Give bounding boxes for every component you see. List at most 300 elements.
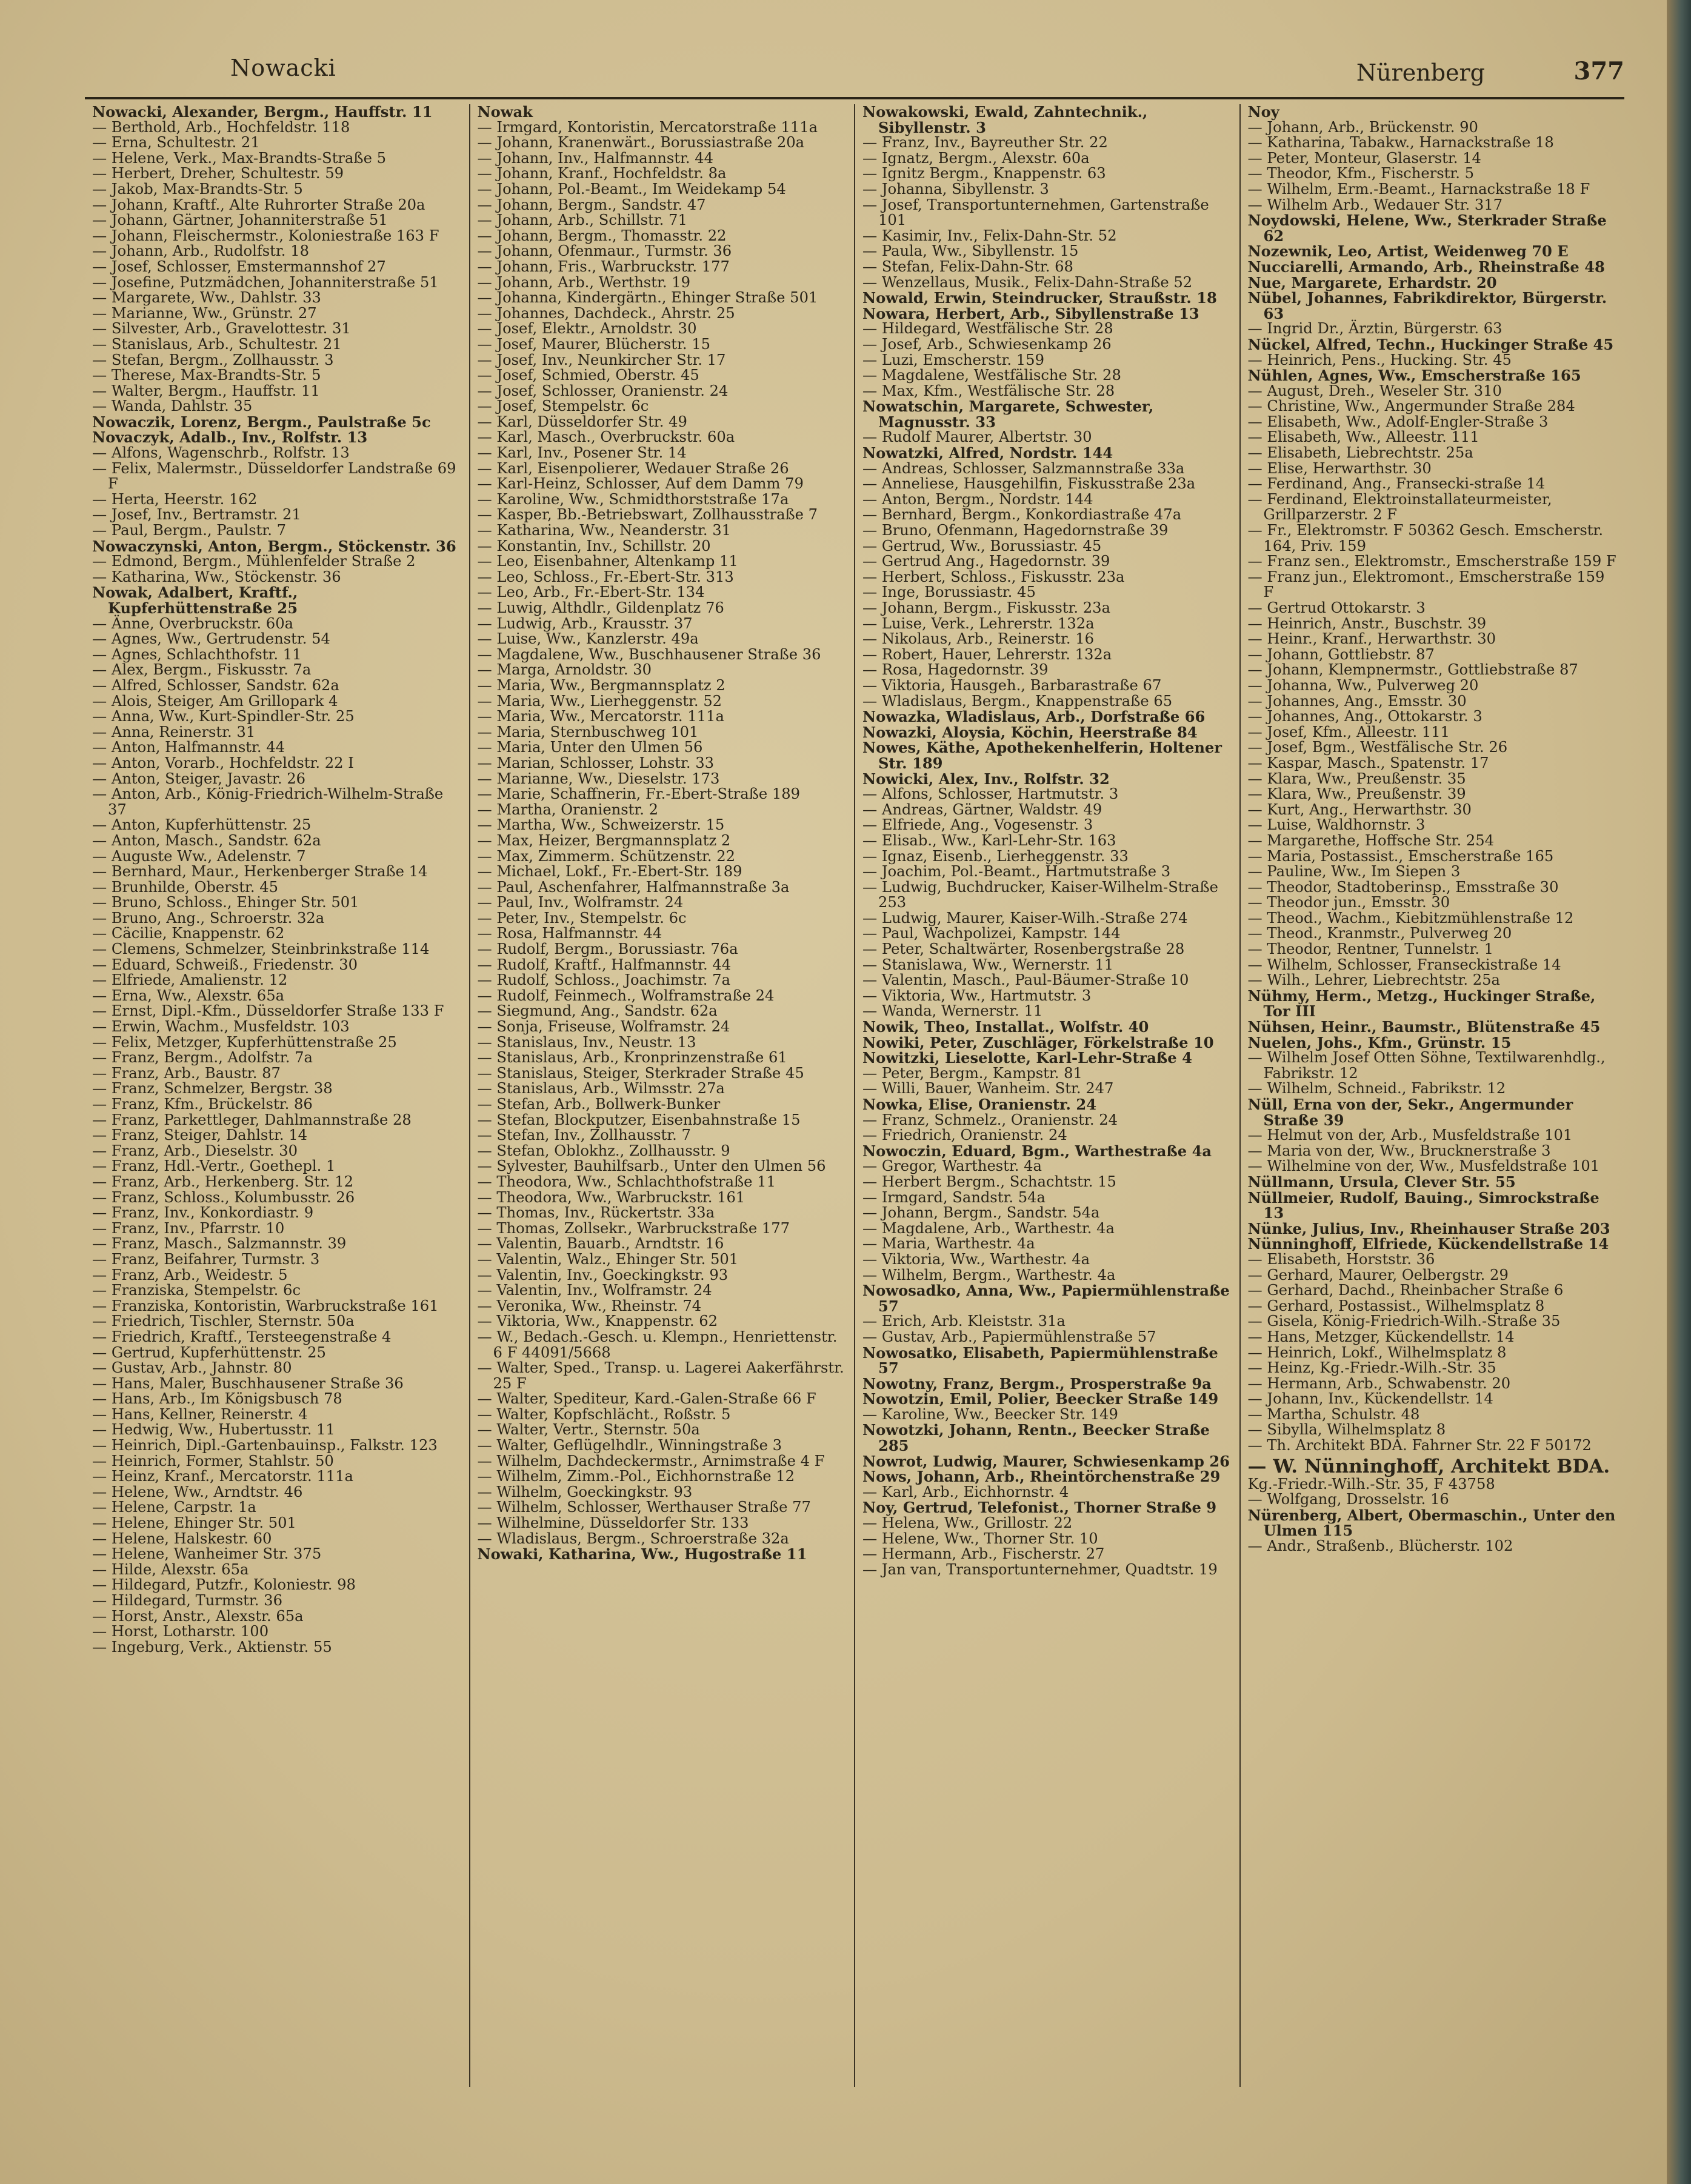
directory-entry: — Heinrich, Former, Stahlstr. 50 [92,1452,334,1470]
directory-entry: — Theodor jun., Emsstr. 30 [1247,894,1450,911]
directory-entry: — Franz, Schloss., Kolumbusstr. 26 [92,1188,355,1206]
directory-entry: — Stefan, Blockputzer, Eisenbahnstraße 15 [477,1111,801,1128]
directory-entry: — Helene, Carpstr. 1a [92,1499,256,1516]
directory-entry: — Bernhard, Bergm., Konkordiastraße 47a [862,506,1182,524]
directory-surname-entry: Nucciarelli, Armando, Arb., Rheinstraße 48 [1247,258,1605,276]
directory-entry: — Johanna, Ww., Pulverweg 20 [1247,676,1479,694]
directory-entry: — Gerhard, Maurer, Oelbergstr. 29 [1247,1266,1509,1283]
directory-entry: — Silvester, Arb., Gravelottestr. 31 [92,320,351,338]
directory-surname-entry: Nowald, Erwin, Steindrucker, Straußstr. 18 [862,289,1217,307]
directory-surname-entry: Nowrot, Ludwig, Maurer, Schwiesenkamp 26 [862,1452,1230,1470]
directory-entry: — Helene, Halskestr. 60 [92,1530,272,1547]
directory-entry: — Paul, Bergm., Paulstr. 7 [92,522,287,539]
directory-surname-entry: Nückel, Alfred, Techn., Huckinger Straße 45 [1247,335,1614,353]
directory-entry: — Hildegard, Turmstr. 36 [92,1592,282,1609]
directory-entry: — Therese, Max-Brandts-Str. 5 [92,367,321,384]
header-left-keyword: Nowacki [230,55,336,81]
directory-entry: — Walter, Spediteur, Kard.-Galen-Straße 66 F [477,1390,816,1408]
directory-entry: — Hans, Arb., Im Königsbusch 78 [92,1390,342,1408]
directory-entry: — Bruno, Schloss., Ehinger Str. 501 [92,894,359,911]
directory-entry: — Marie, Schaffnerin, Fr.-Ebert-Straße 189 [477,785,801,803]
directory-entry: — Eduard, Schweiß., Friedenstr. 30 [92,956,358,973]
directory-entry: — Max, Kfm., Westfälische Str. 28 [862,382,1115,399]
directory-entry: — Stanislaus, Steiger, Sterkrader Straße 45 [477,1064,804,1082]
directory-entry: — Katharina, Ww., Neanderstr. 31 [477,522,732,539]
directory-entry: — Clemens, Schmelzer, Steinbrinkstraße 114 [92,941,430,958]
directory-entry: — Wilhelm, Dachdeckermstr., Arnimstraße 4 F [477,1452,825,1470]
directory-surname-entry: Nowatzki, Alfred, Nordstr. 144 [862,444,1113,462]
directory-entry: — Viktoria, Ww., Warthestr. 4a [862,1250,1090,1268]
directory-entry: — Berthold, Arb., Hochfeldstr. 118 [92,118,350,136]
directory-entry: — Valentin, Inv., Wolframstr. 24 [477,1282,712,1299]
directory-entry: — Josef, Inv., Bertramstr. 21 [92,506,301,524]
directory-entry: — Franz, Masch., Salzmannstr. 39 [92,1235,347,1253]
directory-entry: — Bruno, Ang., Schroerstr. 32a [92,909,325,927]
directory-entry: — Irmgard, Sandstr. 54a [862,1188,1046,1206]
directory-entry: — Rudolf, Kraftf., Halfmannstr. 44 [477,956,732,973]
directory-entry: — Josef, Transportunternehmen, Gartenstraße 101 [862,196,1209,229]
directory-entry: — Hermann, Arb., Fischerstr. 27 [862,1545,1105,1563]
directory-entry: — Stanislaus, Arb., Kronprinzenstraße 61 [477,1049,787,1067]
directory-entry: — Josef, Schmied, Oberstr. 45 [477,367,699,384]
directory-entry: — Karoline, Ww., Schmidthorststraße 17a [477,490,789,508]
directory-entry: — Johann, Fris., Warbruckstr. 177 [477,258,730,275]
directory-entry: — Alfred, Schlosser, Sandstr. 62a [92,676,339,694]
directory-entry: — Viktoria, Ww., Knappenstr. 62 [477,1313,718,1330]
directory-entry: — Erna, Ww., Alexstr. 65a [92,987,284,1004]
directory-entry: — Wladislaus, Bergm., Schroerstraße 32a [477,1530,789,1547]
directory-entry: — Walter, Vertr., Sternstr. 50a [477,1421,700,1439]
directory-entry: — Wilhelm, Erm.-Beamt., Harnackstraße 18 F [1247,180,1590,198]
directory-entry: — Rudolf, Feinmech., Wolframstraße 24 [477,987,775,1004]
directory-entry: — Theodor, Stadtoberinsp., Emsstraße 30 [1247,878,1559,896]
directory-surname-entry: Noy [1247,104,1279,121]
directory-entry: — Anton, Vorarb., Hochfeldstr. 22 I [92,754,354,771]
directory-entry: — Wilhelmine, Düsseldorfer Str. 133 [477,1514,749,1532]
directory-column-1 [85,104,470,2087]
directory-column-4 [1241,104,1625,2087]
directory-entry: — Maria, Unter den Ulmen 56 [477,739,703,756]
directory-entry: — Helene, Ww., Thorner Str. 10 [862,1530,1098,1547]
directory-entry: — Franz, Arb., Baustr. 87 [92,1064,281,1082]
directory-entry: — Martha, Oranienstr. 2 [477,801,659,818]
directory-entry: — Walter, Bergm., Hauffstr. 11 [92,382,320,399]
directory-entry: — Martha, Ww., Schweizerstr. 15 [477,816,725,834]
directory-entry: — Elfriede, Ang., Vogesenstr. 3 [862,816,1093,834]
directory-entry: — Helene, Verk., Max-Brandts-Straße 5 [92,149,386,167]
directory-entry: — Siegmund, Ang., Sandstr. 62a [477,1002,718,1020]
directory-surname-entry: Nowak [477,104,533,121]
directory-entry: — Franz sen., Elektromstr., Emscherstraße 159 F [1247,553,1616,570]
directory-entry: — Franz jun., Elektromont., Emscherstraße 159 F [1247,568,1605,601]
directory-entry: — Alois, Steiger, Am Grillopark 4 [92,692,338,710]
directory-entry: — Paula, Ww., Sibyllenstr. 15 [862,242,1079,260]
directory-entry: — Bruno, Ofenmann, Hagedornstraße 39 [862,522,1169,539]
directory-surname-entry: Nowaki, Katharina, Ww., Hugostraße 11 [477,1545,807,1563]
directory-entry: — Anton, Arb., König-Friedrich-Wilhelm-Straße 37 [92,785,444,818]
directory-entry: — Stefan, Oblokhz., Zollhausstr. 9 [477,1142,730,1159]
book-spine [1667,0,1691,2184]
directory-entry: — Katharina, Tabakw., Harnackstraße 18 [1247,134,1554,151]
directory-entry: — Michael, Lokf., Fr.-Ebert-Str. 189 [477,863,742,881]
directory-entry: — Hedwig, Ww., Hubertusstr. 11 [92,1421,335,1439]
directory-entry: — Kurt, Ang., Herwarthstr. 30 [1247,801,1472,818]
directory-entry: — Viktoria, Ww., Hartmutstr. 3 [862,987,1092,1004]
directory-entry: — Johann, Fleischermstr., Koloniestraße 163 F [92,227,439,244]
directory-entry: — Magdalene, Arb., Warthestr. 4a [862,1219,1115,1237]
directory-surname-entry: Nowik, Theo, Installat., Wolfstr. 40 [862,1018,1149,1036]
directory-entry: — W. Nünninghoff, Architekt BDA. [1247,1455,1610,1477]
directory-entry: — Theodora, Ww., Warbruckstr. 161 [477,1188,745,1206]
directory-entry: — Anna, Ww., Kurt-Spindler-Str. 25 [92,708,355,725]
directory-entry: — Helena, Ww., Grillostr. 22 [862,1514,1073,1532]
directory-entry: — Theodor, Rentner, Tunnelstr. 1 [1247,941,1494,958]
directory-entry: — Herbert, Schloss., Fiskusstr. 23a [862,568,1125,585]
directory-surname-entry: Nowazki, Aloysia, Köchin, Heerstraße 84 [862,723,1198,741]
directory-entry: — Franz, Inv., Konkordiastr. 9 [92,1204,314,1222]
directory-entry: — Valentin, Masch., Paul-Bäumer-Straße 10 [862,971,1189,989]
directory-entry: — Rudolf Maurer, Albertstr. 30 [862,428,1092,446]
directory-entry: — Sonja, Friseuse, Wolframstr. 24 [477,1018,730,1036]
directory-entry: — Wilhelmine von der, Ww., Musfeldstraße 101 [1247,1157,1600,1175]
directory-entry: — Wilhelm Arb., Wedauer Str. 317 [1247,196,1503,213]
directory-entry: — Anneliese, Hausgehilfin, Fiskusstraße 23a [862,475,1196,493]
directory-entry: — Paul, Aschenfahrer, Halfmannstraße 3a [477,878,790,896]
directory-entry: — Heinr., Kranf., Herwarthstr. 30 [1247,630,1496,648]
directory-entry: — Margarete, Ww., Dahlstr. 33 [92,289,321,307]
page-header [85,55,1624,99]
directory-entry: — Stanislaus, Arb., Wilmsstr. 27a [477,1080,725,1097]
directory-entry: — Klara, Ww., Preußenstr. 35 [1247,770,1466,787]
directory-entry: — Max, Zimmerm. Schützenstr. 22 [477,847,736,865]
directory-entry: — Johann, Kranenwärt., Borussiastraße 20a [477,134,805,151]
directory-surname-entry: Nowaczynski, Anton, Bergm., Stöckenstr. 36 [92,537,456,555]
directory-entry: — Johann, Bergm., Sandstr. 47 [477,196,706,213]
directory-surname-entry: Nüllmeier, Rudolf, Bauing., Simrockstraße 13 [1247,1188,1599,1222]
directory-entry: — Erwin, Wachm., Musfeldstr. 103 [92,1018,350,1036]
directory-entry: — Rosa, Halfmannstr. 44 [477,925,662,942]
directory-entry: — Luise, Verk., Lehrerstr. 132a [862,614,1095,632]
directory-entry: — Elisabeth, Ww., Alleestr. 111 [1247,428,1479,446]
directory-entry: — Elisabeth, Ww., Adolf-Engler-Straße 3 [1247,413,1549,430]
directory-entry: — Katharina, Ww., Stöckenstr. 36 [92,568,341,585]
directory-entry: — Josefine, Putzmädchen, Johanniterstraße 51 [92,273,439,291]
directory-entry: — Pauline, Ww., Im Siepen 3 [1247,863,1461,881]
directory-entry: — Felix, Metzger, Kupferhüttenstraße 25 [92,1033,397,1051]
directory-entry: — Hildegard, Putzfr., Koloniestr. 98 [92,1576,356,1594]
directory-entry: — Sibylla, Wilhelmsplatz 8 [1247,1421,1446,1439]
directory-entry: — Stefan, Felix-Dahn-Str. 68 [862,258,1073,275]
directory-entry: — Wladislaus, Bergm., Knappenstraße 65 [862,692,1173,710]
directory-entry: — Gisela, König-Friedrich-Wilh.-Straße 35 [1247,1313,1561,1330]
directory-entry: — Josef, Arb., Schwiesenkamp 26 [862,335,1112,353]
directory-entry: — Franz, Inv., Pfarrstr. 10 [92,1219,285,1237]
header-right-keyword: Nürenberg [1356,59,1485,86]
directory-entry: — Elisabeth, Horststr. 36 [1247,1250,1435,1268]
directory-entry: — Andreas, Gärtner, Waldstr. 49 [862,801,1102,818]
directory-surname-entry: Noydowski, Helene, Ww., Sterkrader Straße 62 [1247,211,1607,245]
directory-entry: — Paul, Wachpolizei, Kampstr. 144 [862,925,1121,942]
directory-entry: — W., Bedach.-Gesch. u. Klempn., Henriettenstr. 6 F 44091/5668 [477,1328,838,1361]
directory-entry: — Franz, Schmelzer, Bergstr. 38 [92,1080,333,1097]
directory-surname-entry: Nünninghoff, Elfriede, Kückendellstraße 14 [1247,1235,1609,1253]
directory-entry: — Nikolaus, Arb., Reinerstr. 16 [862,630,1095,648]
directory-surname-entry: Nowosatko, Elisabeth, Papiermühlenstraße 57 [862,1343,1218,1377]
directory-entry: — Alex, Bergm., Fiskusstr. 7a [92,661,312,679]
directory-entry: — Johann, Arb., Schillstr. 71 [477,211,687,229]
directory-entry: — Gustav, Arb., Papiermühlenstraße 57 [862,1328,1156,1345]
directory-entry: — Ignitz Bergm., Knappenstr. 63 [862,165,1106,182]
directory-entry: — Maria, Warthestr. 4a [862,1235,1035,1253]
page-number: 377 [1573,57,1624,85]
directory-entry: — Anton, Halfmannstr. 44 [92,739,285,756]
directory-entry: — Heinz, Kranf., Mercatorstr. 111a [92,1468,353,1485]
directory-entry: — Brunhilde, Oberstr. 45 [92,878,278,896]
directory-entry: — Franz, Steiger, Dahlstr. 14 [92,1127,308,1144]
directory-entry: — Leo, Arb., Fr.-Ebert-Str. 134 [477,584,705,601]
directory-entry: — Johann, Bergm., Sandstr. 54a [862,1204,1100,1222]
directory-entry: — Franz, Beifahrer, Turmstr. 3 [92,1250,320,1268]
directory-entry: — Thomas, Zollsekr., Warbruckstraße 177 [477,1219,790,1237]
directory-surname-entry: Novaczyk, Adalb., Inv., Rolfstr. 13 [92,428,368,447]
directory-entry: — Josef, Kfm., Alleestr. 111 [1247,723,1450,741]
directory-entry: — Gertrud, Ww., Borussiastr. 45 [862,537,1102,554]
directory-surname-entry: Nowotzki, Johann, Rentn., Beecker Straße 285 [862,1421,1210,1455]
directory-surname-entry: Nowka, Elise, Oranienstr. 24 [862,1096,1097,1113]
directory-entry: — Stefan, Bergm., Zollhausstr. 3 [92,351,334,368]
directory-entry: — Maria, Ww., Lierheggenstr. 52 [477,692,722,710]
directory-entry: — Hilde, Alexstr. 65a [92,1560,249,1578]
directory-entry: — Herta, Heerstr. 162 [92,490,258,508]
directory-entry: — Josef, Maurer, Blücherstr. 15 [477,335,711,353]
directory-entry: — Heinrich, Lokf., Wilhelmsplatz 8 [1247,1343,1507,1361]
directory-entry: — Johann, Arb., Werthstr. 19 [477,273,690,291]
directory-entry: — Theodor, Kfm., Fischerstr. 5 [1247,165,1475,182]
directory-entry: — Friedrich, Kraftf., Tersteegenstraße 4 [92,1328,392,1345]
directory-entry: — Heinz, Kg.-Friedr.-Wilh.-Str. 35 [1247,1359,1496,1377]
directory-entry: — Franz, Arb., Herkenberg. Str. 12 [92,1173,354,1190]
directory-entry: — Ignaz, Eisenb., Lierheggenstr. 33 [862,847,1129,865]
directory-entry: — Theod., Wachm., Kiebitzmühlenstraße 12 [1247,909,1574,927]
directory-entry: — Peter, Bergm., Kampstr. 81 [862,1064,1082,1082]
directory-entry: — Luzi, Emscherstr. 159 [862,351,1044,368]
directory-entry: — Agnes, Schlachthofstr. 11 [92,645,302,663]
directory-entry: — Franz, Kfm., Brückelstr. 86 [92,1096,313,1113]
directory-entry: — Johann, Inv., Halfmannstr. 44 [477,149,714,167]
directory-entry: — Josef, Elektr., Arnoldstr. 30 [477,320,697,338]
directory-entry: — Johann, Bergm., Fiskusstr. 23a [862,599,1110,616]
directory-entry: — Jakob, Max-Brandts-Str. 5 [92,180,303,198]
directory-entry: — Alfons, Schlosser, Hartmutstr. 3 [862,785,1119,803]
directory-entry: — Gerhard, Postassist., Wilhelmsplatz 8 [1247,1297,1545,1314]
directory-entry: Kg.-Friedr.-Wilh.-Str. 35, F 43758 [1247,1475,1495,1493]
directory-entry: — Rudolf, Schloss., Joachimstr. 7a [477,971,730,989]
directory-entry: — Maria, Ww., Bergmannsplatz 2 [477,676,725,694]
directory-surname-entry: Noy, Gertrud, Telefonist., Thorner Straße 9 [862,1499,1217,1517]
directory-entry: — Leo, Eisenbahner, Altenkamp 11 [477,553,738,570]
directory-surname-entry: Nuelen, Johs., Kfm., Grünstr. 15 [1247,1033,1512,1051]
directory-entry: — Franz, Schmelz., Oranienstr. 24 [862,1111,1118,1128]
directory-entry: — Maria, Ww., Mercatorstr. 111a [477,708,724,725]
directory-entry: — Franz, Arb., Dieselstr. 30 [92,1142,298,1159]
directory-entry: — Elfriede, Amalienstr. 12 [92,971,288,989]
directory-entry: — Viktoria, Hausgeh., Barbarastraße 67 [862,676,1162,694]
directory-surname-entry: Nübel, Johannes, Fabrikdirektor, Bürgerstr. 63 [1247,289,1607,322]
directory-entry: — Anton, Bergm., Nordstr. 144 [862,490,1093,508]
directory-entry: — Wanda, Dahlstr. 35 [92,398,253,415]
directory-entry: — Fr., Elektromstr. F 50362 Gesch. Emscherstr. 164, Priv. 159 [1247,522,1604,554]
directory-entry: — Felix, Malermstr., Düsseldorfer Landstraße 69 F [92,459,456,493]
directory-entry: — Horst, Anstr., Alexstr. 65a [92,1607,304,1625]
directory-entry: — Inge, Borussiastr. 45 [862,584,1036,601]
directory-entry: — Th. Architekt BDA. Fahrner Str. 22 F 50172 [1247,1437,1592,1454]
directory-entry: — Karl, Arb., Eichhornstr. 4 [862,1483,1069,1500]
directory-entry: — Maria von der, Ww., Brucknerstraße 3 [1247,1142,1551,1159]
directory-entry: — Josef, Inv., Neunkircher Str. 17 [477,351,726,368]
directory-entry: — Karl, Masch., Overbruckstr. 60a [477,428,735,446]
directory-entry: — Hans, Metzger, Kückendellstr. 14 [1247,1328,1515,1345]
directory-entry: — Anton, Masch., Sandstr. 62a [92,831,321,849]
directory-surname-entry: Nühlen, Agnes, Ww., Emscherstraße 165 [1247,367,1581,385]
directory-entry: — Marga, Arnoldstr. 30 [477,661,652,679]
directory-entry: — Kasimir, Inv., Felix-Dahn-Str. 52 [862,227,1117,244]
directory-entry: — Marianne, Ww., Grünstr. 27 [92,304,317,322]
directory-entry: — Johann, Pol.-Beamt., Im Weidekamp 54 [477,180,786,198]
directory-surname-entry: Nowitzki, Lieselotte, Karl-Lehr-Straße 4 [862,1049,1192,1067]
directory-entry: — Karl, Inv., Posener Str. 14 [477,444,687,462]
directory-entry: — Theodora, Ww., Schlachthofstraße 11 [477,1173,776,1190]
directory-entry: — Gerhard, Dachd., Rheinbacher Straße 6 [1247,1282,1564,1299]
directory-entry: — Ferdinand, Elektroinstallateurmeister, Grillparzerstr. 2 F [1247,490,1552,524]
directory-entry: — Wilhelm, Zimm.-Pol., Eichhornstraße 12 [477,1468,795,1485]
directory-entry: — Ludwig, Arb., Krausstr. 37 [477,614,693,632]
directory-entry: — Johann, Inv., Kückendellstr. 14 [1247,1390,1493,1408]
directory-entry: — Willi, Bauer, Wanheim. Str. 247 [862,1080,1114,1097]
directory-entry: — Josef, Schlosser, Oranienstr. 24 [477,382,729,399]
directory-entry: — Wolfgang, Drosselstr. 16 [1247,1491,1449,1508]
directory-entry: — Andr., Straßenb., Blücherstr. 102 [1247,1537,1513,1555]
directory-entry: — Theod., Kranmstr., Pulverweg 20 [1247,925,1512,942]
directory-entry: — Joachim, Pol.-Beamt., Hartmutstraße 3 [862,863,1171,881]
directory-entry: — Kaspar, Masch., Spatenstr. 17 [1247,754,1489,771]
directory-surname-entry: Nüll, Erna von der, Sekr., Angermunder Straße 39 [1247,1096,1573,1129]
directory-entry: — Agnes, Ww., Gertrudenstr. 54 [92,630,330,648]
directory-surname-entry: Nühmy, Herm., Metzg., Huckinger Straße, Tor III [1247,987,1596,1020]
directory-surname-entry: Nowicki, Alex, Inv., Rolfstr. 32 [862,770,1110,788]
directory-entry: — Helene, Ww., Arndtstr. 46 [92,1483,303,1500]
directory-entry: — Martha, Schulstr. 48 [1247,1405,1420,1423]
directory-entry: — Elisab., Ww., Karl-Lehr-Str. 163 [862,831,1116,849]
directory-entry: — Herbert, Dreher, Schultestr. 59 [92,165,344,182]
directory-entry: — Margarethe, Hoffsche Str. 254 [1247,831,1495,849]
directory-surname-entry: Nowatschin, Margarete, Schwester, Magnusstr. 33 [862,398,1154,431]
directory-entry: — Johann, Arb., Rudolfstr. 18 [92,242,309,260]
directory-entry: — Veronika, Ww., Rheinstr. 74 [477,1297,702,1314]
directory-entry: — August, Dreh., Weseler Str. 310 [1247,382,1502,399]
directory-entry: — Franz, Parkettleger, Dahlmannstraße 28 [92,1111,412,1128]
directory-entry: — Johann, Kraftf., Alte Ruhrorter Straße 20a [92,196,425,213]
directory-entry: — Jan van, Transportunternehmer, Quadtstr. 19 [862,1560,1218,1578]
directory-entry: — Karl, Eisenpolierer, Wedauer Straße 26 [477,459,789,477]
directory-entry: — Karoline, Ww., Beecker Str. 149 [862,1405,1118,1423]
directory-entry: — Johann, Bergm., Thomasstr. 22 [477,227,727,244]
directory-entry: — Karl, Düsseldorfer Str. 49 [477,413,687,430]
directory-entry: — Maria, Sternbuschweg 101 [477,723,699,741]
directory-entry: — Gregor, Warthestr. 4a [862,1157,1042,1175]
directory-entry: — Anton, Kupferhüttenstr. 25 [92,816,312,834]
directory-entry: — Wilhelm, Schlosser, Werthauser Straße 77 [477,1499,811,1516]
directory-entry: — Karl-Heinz, Schlosser, Auf dem Damm 79 [477,475,804,493]
directory-entry: — Konstantin, Inv., Schillstr. 20 [477,537,711,554]
directory-entry: — Johann, Klempnermstr., Gottliebstraße 87 [1247,661,1578,679]
directory-entry: — Robert, Hauer, Lehrerstr. 132a [862,645,1112,663]
directory-entry: — Johann, Arb., Brückenstr. 90 [1247,118,1478,136]
directory-surname-entry: Nowaczik, Lorenz, Bergm., Paulstraße 5c [92,413,431,431]
directory-entry: — Helene, Ehinger Str. 501 [92,1514,296,1532]
directory-entry: — Hermann, Arb., Schwabenstr. 20 [1247,1374,1511,1392]
directory-surname-entry: Nüllmann, Ursula, Clever Str. 55 [1247,1173,1516,1191]
directory-entry: — Johannes, Ang., Emsstr. 30 [1247,692,1467,710]
directory-entry: — Ingrid Dr., Ärztin, Bürgerstr. 63 [1247,320,1503,338]
directory-entry: — Franziska, Kontoristin, Warbruckstraße 161 [92,1297,439,1314]
directory-entry: — Stefan, Arb., Bollwerk-Bunker [477,1096,721,1113]
directory-entry: — Luise, Waldhornstr. 3 [1247,816,1426,834]
directory-entry: — Irmgard, Kontoristin, Mercatorstraße 111a [477,118,818,136]
directory-surname-entry: Nowak, Adalbert, Kraftf., Kupferhüttenstraße 25 [92,584,298,617]
directory-entry: — Bernhard, Maur., Herkenberger Straße 14 [92,863,428,881]
directory-column-2 [470,104,856,2087]
directory-entry: — Walter, Geflügelhdlr., Winningstraße 3 [477,1437,782,1454]
directory-entry: — Helene, Wanheimer Str. 375 [92,1545,322,1563]
directory-entry: — Luwig, Althdlr., Gildenplatz 76 [477,599,724,616]
directory-entry: — Gertrud Ang., Hagedornstr. 39 [862,553,1110,570]
directory-entry: — Wilh., Lehrer, Liebrechtstr. 25a [1247,971,1500,989]
directory-entry: — Peter, Monteur, Glaserstr. 14 [1247,149,1481,167]
directory-entry: — Josef, Bgm., Westfälische Str. 26 [1247,739,1508,756]
directory-entry: — Johann, Kranf., Hochfeldstr. 8a [477,165,727,182]
directory-entry: — Anna, Reinerstr. 31 [92,723,256,741]
directory-entry: — Leo, Schloss., Fr.-Ebert-Str. 313 [477,568,734,585]
directory-entry: — Gertrud Ottokarstr. 3 [1247,599,1426,616]
directory-entry: — Änne, Overbruckstr. 60a [92,614,293,632]
directory-entry: — Auguste Ww., Adelenstr. 7 [92,847,306,865]
directory-surname-entry: Nows, Johann, Arb., Rheintörchenstraße 29 [862,1468,1221,1486]
directory-entry: — Andreas, Schlosser, Salzmannstraße 33a [862,459,1185,477]
directory-entry: — Ingeburg, Verk., Aktienstr. 55 [92,1638,332,1656]
directory-entry: — Elise, Herwarthstr. 30 [1247,459,1432,477]
directory-surname-entry: Nowara, Herbert, Arb., Sibyllenstraße 13 [862,304,1199,322]
directory-entry: — Valentin, Bauarb., Arndtstr. 16 [477,1235,724,1253]
directory-entry: — Alfons, Wagenschrb., Rolfstr. 13 [92,444,350,462]
directory-entry: — Hildegard, Westfälische Str. 28 [862,320,1113,338]
directory-entry: — Johanna, Sibyllenstr. 3 [862,180,1049,198]
directory-entry: — Heinrich, Pens., Hucking. Str. 45 [1247,351,1512,368]
directory-entry: — Thomas, Inv., Rückertstr. 33a [477,1204,715,1222]
directory-entry: — Anton, Steiger, Javastr. 26 [92,770,305,787]
directory-entry: — Heinrich, Dipl.-Gartenbauinsp., Falkstr. 123 [92,1437,438,1454]
directory-surname-entry: Nowotny, Franz, Bergm., Prosperstraße 9a [862,1374,1212,1393]
directory-entry: — Cäcilie, Knappenstr. 62 [92,925,285,942]
directory-entry: — Wilhelm Josef Otten Söhne, Textilwarenhdlg., Fabrikstr. 12 [1247,1049,1606,1082]
directory-entry: — Rudolf, Bergm., Borussiastr. 76a [477,941,738,958]
directory-entry: — Klara, Ww., Preußenstr. 39 [1247,785,1466,803]
directory-surname-entry: Nühsen, Heinr., Baumstr., Blütenstraße 45 [1247,1018,1601,1036]
directory-entry: — Rosa, Hagedornstr. 39 [862,661,1049,679]
directory-entry: — Valentin, Inv., Goeckingkstr. 93 [477,1266,729,1283]
directory-entry: — Stanislaus, Inv., Neustr. 13 [477,1033,696,1051]
directory-entry: — Peter, Schaltwärter, Rosenbergstraße 28 [862,941,1185,958]
directory-entry: — Erna, Schultestr. 21 [92,134,260,151]
